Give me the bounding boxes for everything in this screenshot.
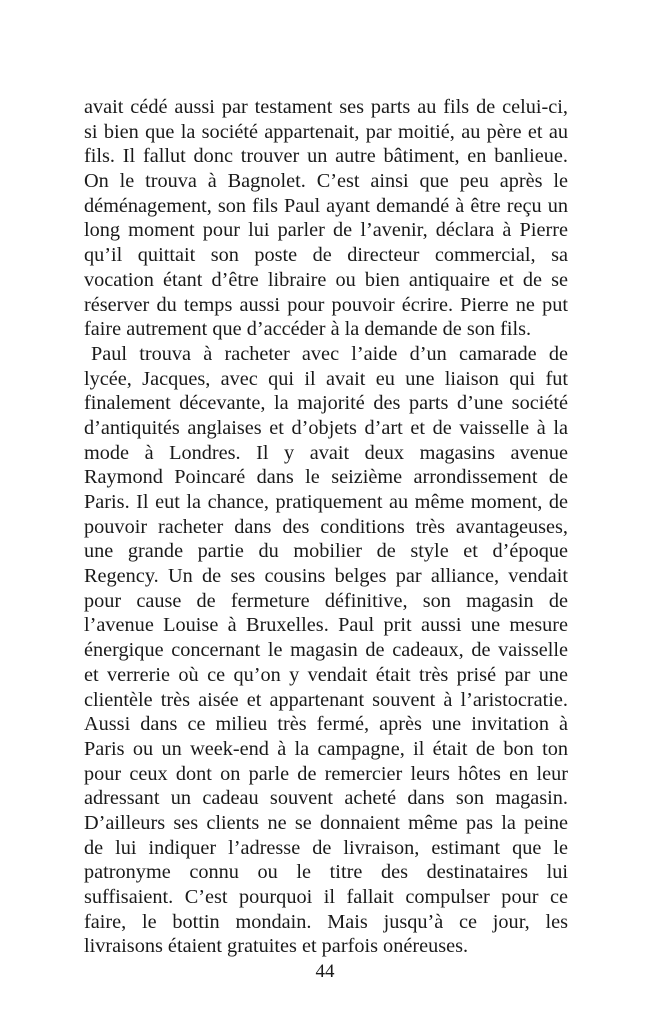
text-line: de lui indiquer l’adresse de livraison, estimant que le [84, 836, 568, 859]
text-line: mode à Londres. Il y avait deux magasins avenue [84, 441, 568, 464]
text-line: suffisaient. C’est pourquoi il fallait compulser pour ce [84, 886, 568, 908]
text-line: Regency. Un de ses cousins belges par alliance, vendait [84, 565, 568, 588]
page-number: 44 [315, 961, 335, 982]
text-line: pour ceux dont on parle de remercier leurs hôtes en leur [84, 762, 568, 785]
text-line: réserver du temps aussi pour pouvoir écrire. Pierre ne put [84, 293, 568, 316]
text-line: adressant un cadeau souvent acheté dans son magasin. [84, 787, 568, 810]
paragraph-end-line: livraisons étaient gratuites et parfois onéreuses. [84, 935, 469, 958]
text-line: Raymond Poincaré dans le seizième arrondissement de [84, 466, 568, 489]
text-line: vocation étant d’être libraire ou bien antiquaire et de se [84, 268, 568, 291]
text-line: pouvoir racheter dans des conditions très avantageuses, [84, 515, 568, 538]
paragraph-end-line: faire autrement que d’accéder à la demande de son fils. [84, 318, 532, 341]
text-line: d’antiquités anglaises et d’objets d’art et de vaisselle à la [84, 416, 568, 439]
text-line: si bien que la société appartenait, par moitié, au père et au [84, 120, 568, 143]
text-line: une grande partie du mobilier de style et d’époque [84, 540, 568, 563]
text-line: Paris. Il eut la chance, pratiquement au même moment, de [84, 491, 568, 513]
text-line: clientèle très aisée et appartenant souvent à l’aristocratie. [84, 688, 568, 711]
text-line: finalement décevante, la majorité des parts d’une société [84, 392, 568, 415]
text-line: et verrerie où ce qu’on y vendait était très prisé par une [84, 663, 568, 686]
text-line: long moment pour lui parler de l’avenir, déclara à Pierre [84, 219, 568, 242]
text-line: pour cause de fermeture définitive, son magasin de [84, 589, 568, 612]
text-line: qu’il quittait son poste de directeur commercial, sa [84, 244, 568, 267]
text-line: déménagement, son fils Paul ayant demandé à être reçu un [84, 194, 568, 217]
text-line: Paris ou un week-end à la campagne, il était de bon ton [84, 737, 568, 760]
text-line: faire, le bottin mondain. Mais jusqu’à ce jour, les [84, 910, 568, 933]
text-line: fils. Il fallut donc trouver un autre bâtiment, en banlieue. [84, 145, 568, 168]
text-line: lycée, Jacques, avec qui il avait eu une liaison qui fut [84, 367, 568, 390]
paragraph-start-line: Paul trouva à racheter avec l’aide d’un camarade de [91, 342, 568, 365]
text-line: avait cédé aussi par testament ses parts au fils de celui-ci, [84, 96, 568, 118]
body-text [84, 95, 568, 959]
text-line: D’ailleurs ses clients ne se donnaient même pas la peine [84, 811, 568, 834]
text-line: patronyme connu ou le titre des destinataires lui [84, 861, 568, 884]
text-line: énergique concernant le magasin de cadeaux, de vaisselle [84, 639, 568, 662]
text-line: Aussi dans ce milieu très fermé, après une invitation à [84, 713, 568, 736]
text-line: On le trouva à Bagnolet. C’est ainsi que peu après le [84, 170, 568, 193]
text-line: l’avenue Louise à Bruxelles. Paul prit aussi une mesure [84, 614, 568, 637]
